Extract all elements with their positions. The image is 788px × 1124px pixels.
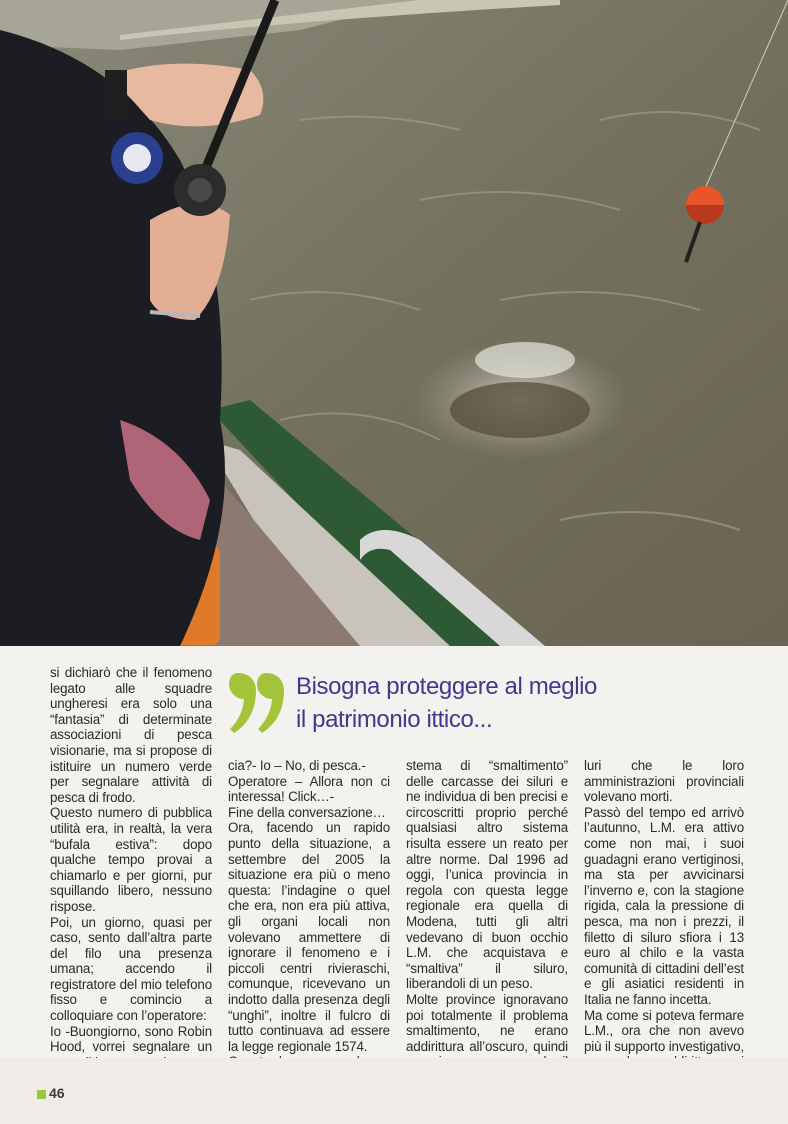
paragraph: cia?- Io – No, di pesca.- [228,758,366,773]
paragraph: Molte province ignoravano poi totalmente il problema smaltimento, ne erano addirittura all’oscuro, quindi [406,991,568,1054]
text-column-3 [406,758,568,1101]
pull-quote-line-2: il patrimonio ittico... [296,706,493,733]
paragraph: Operatore – Allora non ci interessa! Click…- [228,773,390,805]
paragraph: Questo numero di pubblica utilità era, in realtà, la vera “bufala estiva”: dopo qualche tempo provai a chiamarlo e per giorni, pur squillando libero, nessuno rispose. [50,805,212,914]
paragraph: Ma come si poteva fermare L.M., ora che non avevo più il supporto investigativo, [584,1007,744,1054]
paragraph: Io -Buongiorno, sono Robin Hood, vorrei segnalare un [50,1023,212,1055]
paragraph: Fine della conversazione… [228,804,386,820]
paragraph: Poi, un giorno, quasi per caso, sento dall’altra parte del filo una presenza umana; accendo il registratore del mio telefono fisso e comincio a colloquiare con l’operatore: [50,914,212,1024]
pull-quote-line-1: Bisogna proteggere al meglio [296,673,597,700]
page-marker-icon [37,1090,46,1099]
pull-quote [296,670,696,736]
paragraph: luri che le loro amministrazioni provinciali volevano morti. [584,758,744,805]
text-column-2 [228,758,390,1085]
page-footer [0,1058,788,1124]
page-number: 46 [49,1085,65,1101]
quote-mark-icon [226,655,286,735]
paragraph: si dichiarò che il fenomeno legato alle squadre ungheresi era solo una “fantasia” di determinate associazioni di pesca visionarie, ma si propose di istituire un numero verde per segnalare attività di pesca di frodo. [50,665,212,805]
text-column-4 [584,758,744,1101]
paragraph: stema di “smaltimento” delle carcasse dei siluri e ne individua di ben precisi e circoscritti proprio perché qualsiasi altro sistema risulta essere un reato per altre norme. Dal 1996 ad oggi, l’unica provincia in regola con questa legge regionale era quella di Modena, tutti gli altri vedevano di buon occhio L.M. che acquistava e “smaltiva” il siluro, liberandoli di un peso. [406,758,568,992]
paragraph: Passò del tempo ed arrivò l’autunno, L.M. era attivo come non mai, i suoi guadagni erano vertiginosi, ma sta per avvicinarsi l’inverno e, con la stagione rigida, cala la pressione di pesca, ma non i prezzi, il filetto di siluro sfiora i 13 euro al chilo e la vasta comunità di cittadini dell’est e gli asiatici residenti in Italia ne fanno incetta. [584,804,744,1007]
paragraph: Ora, facendo un rapido punto della situazione, a settembre del 2005 la situazione era più o meno questa: l’indagine o quel che era, non era più attiva, gli organi locali non volevano ammettere di ignorare il fenomeno e i piccoli centri rivieraschi, comunque, ricevevano un indotto dalla presenza degli “unghi”, inoltre il fulcro di tutto continuava ad essere la legge regionale 1574. [228,820,390,1054]
text-column-1 [50,665,212,1086]
